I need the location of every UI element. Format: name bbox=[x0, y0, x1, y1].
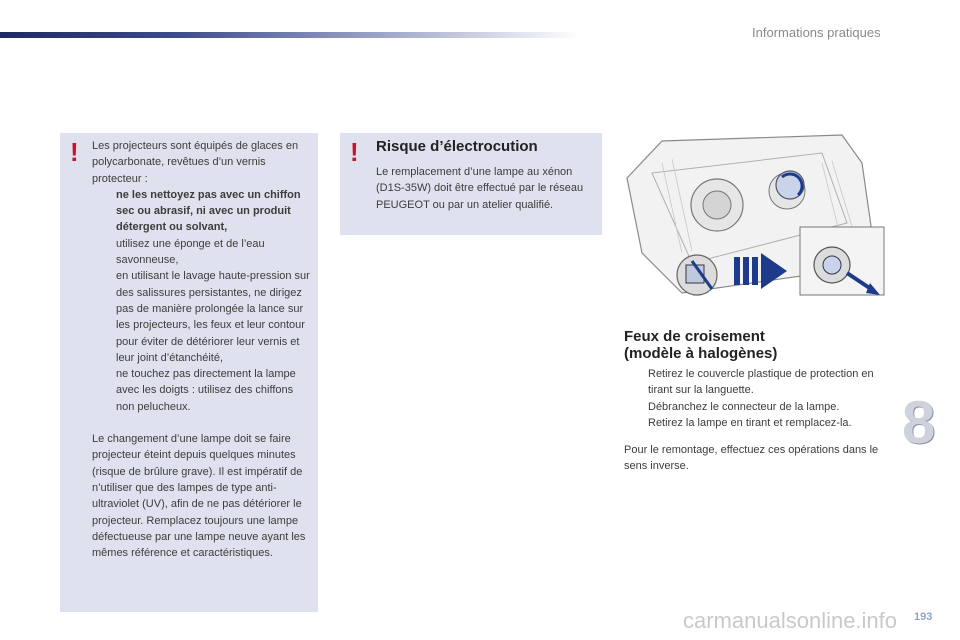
list-item bbox=[624, 415, 894, 431]
list-item bbox=[624, 399, 894, 415]
lamp-change-paragraph: Le changement d’une lampe doit se faire projecteur éteint depuis quelques minutes (risque de brûlure grave). Il est impératif de n’utiliser que des lampes de type anti-ultraviolet (UV), afin de ne pas détériorer le projecteur. Remplacez toujours une lampe défectueuse par une lampe neuve ayant les mêmes référence et caractéristiques. bbox=[92, 433, 306, 560]
list-item bbox=[92, 366, 314, 415]
list-item bbox=[92, 187, 314, 236]
section-title: Informations pratiques bbox=[752, 25, 881, 40]
warning-box-electrocution bbox=[340, 133, 602, 235]
step-text: Débranchez le connecteur de la lampe. bbox=[648, 400, 840, 413]
reassembly-note: Pour le remontage, effectuez ces opérations dans le sens inverse. bbox=[624, 444, 879, 473]
step-text: Retirez le couvercle plastique de protection en tirant sur la languette. bbox=[648, 368, 874, 397]
electrocution-text: Le remplacement d’une lampe au xénon (D1S-35W) doit être effectué par le réseau PEUGEOT ou par un atelier qualifié. bbox=[376, 166, 584, 211]
low-beam-title bbox=[624, 328, 884, 362]
warning-icon: ! bbox=[70, 137, 79, 167]
warning-box-glass-care bbox=[60, 133, 318, 612]
bullet-text: ne touchez pas directement la lampe avec les doigts : utilisez des chiffons non pelucheux. bbox=[116, 368, 296, 413]
step-text: Retirez la lampe en tirant et remplacez-la. bbox=[648, 416, 852, 429]
list-item bbox=[624, 366, 894, 399]
care-bullets bbox=[92, 187, 314, 415]
headlamp-illustration bbox=[622, 133, 887, 298]
low-beam-title-line2: (modèle à halogènes) bbox=[624, 345, 778, 362]
chapter-number: 8 bbox=[902, 389, 936, 456]
intro-text: Les projecteurs sont équipés de glaces en polycarbonate, revêtues d’un vernis protecteur : bbox=[92, 140, 299, 185]
warning-icon: ! bbox=[350, 137, 359, 167]
page-number: 193 bbox=[914, 611, 933, 623]
bullet-text: utilisez une éponge et de l’eau savonneuse, bbox=[116, 237, 265, 267]
low-beam-title-line1: Feux de croisement bbox=[624, 328, 765, 345]
low-beam-instructions bbox=[624, 366, 894, 486]
warning-box-content bbox=[92, 138, 314, 561]
watermark: carmanualsonline.info bbox=[683, 608, 898, 633]
bullet-text: ne les nettoyez pas avec un chiffon sec ou abrasif, ni avec un produit détergent ou solvant, bbox=[116, 188, 301, 234]
list-item bbox=[92, 236, 314, 269]
bullet-text: en utilisant le lavage haute-pression sur des salissures persistantes, ne dirigez pas de manière prolongée la lance sur les projecteurs, les feux et leur contour pour éviter de détériorer leur vernis et leur joint d’étanchéité, bbox=[116, 270, 310, 364]
header-gradient-bar bbox=[0, 32, 580, 38]
list-item bbox=[92, 268, 314, 366]
low-beam-steps bbox=[624, 366, 894, 431]
electrocution-title: Risque d’électrocution bbox=[376, 138, 538, 155]
